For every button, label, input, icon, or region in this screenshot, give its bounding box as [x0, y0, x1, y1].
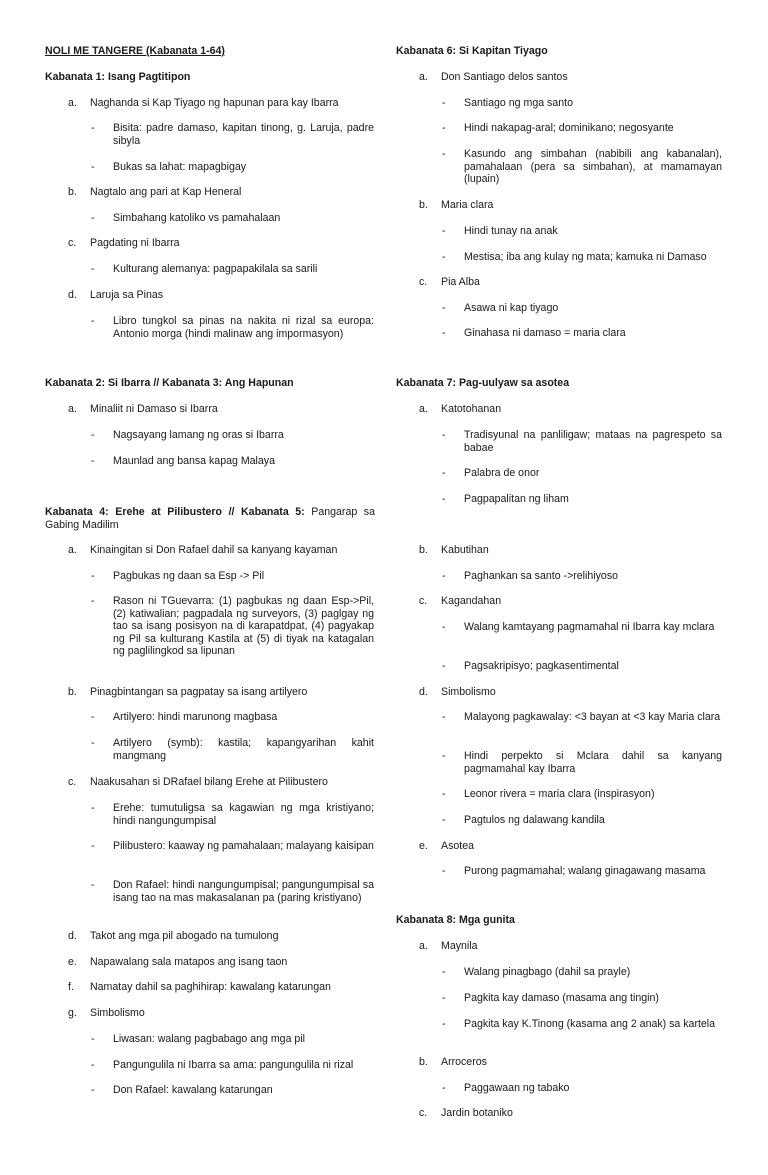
- k8-a-label: a.: [419, 940, 428, 952]
- k2-a-label: a.: [68, 403, 77, 415]
- dash: -: [442, 225, 446, 237]
- k8-c-label: c.: [419, 1107, 428, 1119]
- dash: -: [442, 966, 446, 978]
- k7-d-text: Simbolismo: [441, 686, 496, 698]
- k7-a-bullet-3: Pagpapalitan ng liham: [464, 493, 569, 505]
- dash: -: [442, 865, 446, 877]
- k4-a-bullet-1: Pagbukas ng daan sa Esp -> Pil: [113, 570, 265, 582]
- dash: -: [91, 802, 95, 814]
- k7-c-bullet-2: Pagsakripisyo; pagkasentimental: [464, 660, 619, 672]
- k4-c-label: c.: [68, 776, 77, 788]
- k4-heading-bold: Kabanata 4: Erehe at Pilibustero // Kabanata 5:: [45, 506, 305, 518]
- k4-b-text: Pinagbintangan sa pagpatay sa isang artilyero: [90, 686, 308, 698]
- k4-e-label: e.: [68, 956, 77, 968]
- k7-a-bullet-2: Palabra de onor: [464, 467, 540, 479]
- k2-a-text: Minaliit ni Damaso si Ibarra: [90, 403, 218, 415]
- dash: -: [91, 455, 95, 467]
- dash: -: [91, 840, 95, 852]
- k4-g-text: Simbolismo: [90, 1007, 145, 1019]
- k4-heading-normal: Pangarap sa Gabing Madilim: [45, 506, 375, 531]
- k4-g-label: g.: [68, 1007, 77, 1019]
- k7-heading: Kabanata 7: Pag-uulyaw sa asotea: [396, 377, 570, 389]
- k6-b-bullet-1: Hindi tunay na anak: [464, 225, 558, 237]
- k7-c-text: Kagandahan: [441, 595, 502, 607]
- k7-a-bullet-1: Tradisyunal na panliligaw; mataas na pagrespeto sa babae: [464, 429, 722, 454]
- dash: -: [442, 711, 446, 723]
- k4-c-bullet-2: Pilibustero: kaaway ng pamahalaan; malayang kaisipan: [113, 840, 374, 852]
- k8-a-bullet-2: Pagkita kay damaso (masama ang tingin): [464, 992, 659, 1004]
- k2-a-bullet-1: Nagsayang lamang ng oras si Ibarra: [113, 429, 284, 441]
- k1-heading: Kabanata 1: Isang Pagtitipon: [45, 71, 191, 83]
- k6-a-bullet-2: Hindi nakapag-aral; dominikano; negosyante: [464, 122, 674, 134]
- dash: -: [442, 467, 446, 479]
- dash: -: [442, 429, 446, 441]
- k4-f-label: f.: [68, 981, 74, 993]
- k6-b-bullet-2: Mestisa; iba ang kulay ng mata; kamuka ni Damaso: [464, 251, 707, 263]
- k8-a-bullet-1: Walang pinagbago (dahil sa prayle): [464, 966, 631, 978]
- k1-d-text: Laruja sa Pinas: [90, 289, 164, 301]
- k6-b-label: b.: [419, 199, 428, 211]
- k6-c-bullet-1: Asawa ni kap tiyago: [464, 302, 559, 314]
- k4-f-text: Namatay dahil sa paghihirap: kawalang katarungan: [90, 981, 331, 993]
- dash: -: [91, 737, 95, 749]
- dash: -: [91, 879, 95, 891]
- k1-a-label: a.: [68, 97, 77, 109]
- k4-a-label: a.: [68, 544, 77, 556]
- k6-a-label: a.: [419, 71, 428, 83]
- k8-b-text: Arroceros: [441, 1056, 487, 1068]
- k1-b-text: Nagtalo ang pari at Kap Heneral: [90, 186, 242, 198]
- k1-d-bullet-1: Libro tungkol sa pinas na nakita ni rizal sa europa: Antonio morga (hindi malinaw ang impormasyon): [113, 315, 374, 340]
- k7-c-bullet-1: Walang kamtayang pagmamahal ni Ibarra kay mclara: [464, 621, 715, 633]
- k7-e-label: e.: [419, 840, 428, 852]
- k4-d-text: Takot ang mga pil abogado na tumulong: [90, 930, 279, 942]
- k4-g-bullet-1: Liwasan: walang pagbabago ang mga pil: [113, 1033, 306, 1045]
- k8-a-bullet-3: Pagkita kay K.Tinong (kasama ang 2 anak) sa kartela: [464, 1018, 716, 1030]
- k4-a-bullet-2: Rason ni TGuevarra: (1) pagbukas ng daan Esp->Pil, (2) katiwalian; pagpadala ng surveyors, (3) paglgay ng tao sa isang posisyon na di karapatdpat, (4) pagyakap ng Pil sa kulturang Kastila at (5) di tiyak na katagalan ng paglilingkod sa lipunan: [113, 595, 374, 658]
- k4-d-label: d.: [68, 930, 77, 942]
- dash: -: [442, 493, 446, 505]
- dash: -: [442, 1018, 446, 1030]
- k7-d-bullet-3: Leonor rivera = maria clara (inspirasyon): [464, 788, 655, 800]
- k8-a-text: Maynila: [441, 940, 478, 952]
- k7-e-text: Asotea: [441, 840, 474, 852]
- k1-c-bullet-1: Kulturang alemanya: pagpapakilala sa sarili: [113, 263, 318, 275]
- k1-b-bullet-1: Simbahang katoliko vs pamahalaan: [113, 212, 281, 224]
- k7-d-bullet-4: Pagtulos ng dalawang kandila: [464, 814, 605, 826]
- k6-c-bullet-2: Ginahasa ni damaso = maria clara: [464, 327, 626, 339]
- k8-c-text: Jardin botaniko: [441, 1107, 513, 1119]
- k4-c-bullet-3: Don Rafael: hindi nangungumpisal; pangungumpisal sa isang tao na mas makasalanan pa (paring kristiyano): [113, 879, 374, 904]
- dash: -: [442, 660, 446, 672]
- k7-c-label: c.: [419, 595, 428, 607]
- k6-a-bullet-3: Kasundo ang simbahan (nabibili ang kabanalan), pamahalaan (pera sa simbahan), at mamamayan (lupain): [464, 148, 722, 186]
- k7-d-bullet-2: Hindi perpekto si Mclara dahil sa kanyang pagmamahal kay Ibarra: [464, 750, 722, 775]
- k8-b-label: b.: [419, 1056, 428, 1068]
- k4-c-text: Naakusahan si DRafael bilang Erehe at Pilibustero: [90, 776, 328, 788]
- dash: -: [91, 263, 95, 275]
- k1-a-bullet-2: Bukas sa lahat: mapagbigay: [113, 161, 247, 173]
- dash: -: [91, 212, 95, 224]
- dash: -: [442, 788, 446, 800]
- dash: -: [442, 97, 446, 109]
- k4-e-text: Napawalang sala matapos ang isang taon: [90, 956, 288, 968]
- dash: -: [442, 621, 446, 633]
- dash: -: [442, 570, 446, 582]
- k7-d-bullet-1: Malayong pagkawalay: <3 bayan at <3 kay Maria clara: [464, 711, 721, 723]
- dash: -: [91, 429, 95, 441]
- document-title: NOLI ME TANGERE (Kabanata 1-64): [45, 45, 225, 57]
- k4-b-bullet-1: Artilyero: hindi marunong magbasa: [113, 711, 278, 723]
- k7-b-bullet-1: Paghankan sa santo ->relihiyoso: [464, 570, 619, 582]
- dash: -: [91, 1084, 95, 1096]
- k2-heading: Kabanata 2: Si Ibarra // Kabanata 3: Ang Hapunan: [45, 377, 294, 389]
- k1-c-text: Pagdating ni Ibarra: [90, 237, 180, 249]
- k1-b-label: b.: [68, 186, 77, 198]
- k4-g-bullet-3: Don Rafael: kawalang katarungan: [113, 1084, 273, 1096]
- dash: -: [91, 1059, 95, 1071]
- k8-heading: Kabanata 8: Mga gunita: [396, 914, 515, 926]
- k6-a-text: Don Santiago delos santos: [441, 71, 568, 83]
- dash: -: [442, 302, 446, 314]
- k4-b-label: b.: [68, 686, 77, 698]
- k4-a-text: Kinaingitan si Don Rafael dahil sa kanyang kayaman: [90, 544, 338, 556]
- k1-c-label: c.: [68, 237, 77, 249]
- dash: -: [91, 595, 95, 607]
- k6-c-label: c.: [419, 276, 428, 288]
- dash: -: [91, 1033, 95, 1045]
- dash: -: [442, 251, 446, 263]
- dash: -: [442, 148, 446, 160]
- k7-b-text: Kabutihan: [441, 544, 489, 556]
- k7-b-label: b.: [419, 544, 428, 556]
- dash: -: [442, 750, 446, 762]
- dash: -: [91, 161, 95, 173]
- dash: -: [442, 327, 446, 339]
- k7-e-bullet-1: Purong pagmamahal; walang ginagawang masama: [464, 865, 706, 877]
- k8-b-bullet-1: Paggawaan ng tabako: [464, 1082, 570, 1094]
- dash: -: [91, 315, 95, 327]
- k4-g-bullet-2: Pangungulila ni Ibarra sa ama: pangungulila ni rizal: [113, 1059, 354, 1071]
- k6-a-bullet-1: Santiago ng mga santo: [464, 97, 573, 109]
- dash: -: [442, 992, 446, 1004]
- k4-c-bullet-1: Erehe: tumutuligsa sa kagawian ng mga kristiyano; hindi nangungumpisal: [113, 802, 374, 827]
- dash: -: [91, 711, 95, 723]
- k7-d-label: d.: [419, 686, 428, 698]
- k1-a-text: Naghanda si Kap Tiyago ng hapunan para kay Ibarra: [90, 97, 339, 109]
- dash: -: [91, 570, 95, 582]
- k1-d-label: d.: [68, 289, 77, 301]
- k6-heading: Kabanata 6: Si Kapitan Tiyago: [396, 45, 548, 57]
- k6-b-text: Maria clara: [441, 199, 494, 211]
- dash: -: [442, 1082, 446, 1094]
- k7-a-label: a.: [419, 403, 428, 415]
- k2-a-bullet-2: Maunlad ang bansa kapag Malaya: [113, 455, 275, 467]
- dash: -: [442, 122, 446, 134]
- k4-heading: [45, 506, 375, 531]
- k1-a-bullet-1: Bisita: padre damaso, kapitan tinong, g. Laruja, padre sibyla: [113, 122, 374, 147]
- dash: -: [91, 122, 95, 134]
- k7-a-text: Katotohanan: [441, 403, 502, 415]
- k6-c-text: Pia Alba: [441, 276, 480, 288]
- dash: -: [442, 814, 446, 826]
- k4-b-bullet-2: Artilyero (symb): kastila; kapangyarihan kahit mangmang: [113, 737, 374, 762]
